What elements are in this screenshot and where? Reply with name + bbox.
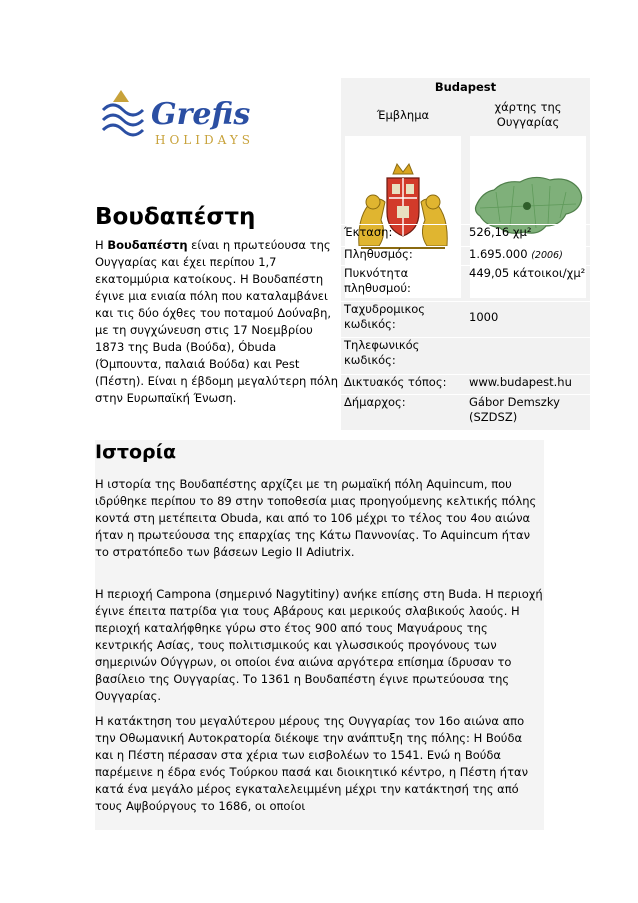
company-logo [95, 80, 265, 160]
infobox-row-phone-code: Τηλεφωνικός κωδικός: [341, 337, 590, 372]
logo-sub-text: HOLIDAYS [155, 133, 254, 147]
infobox-row-website: Δικτυακός τόπος: www.budapest.hu [341, 374, 590, 393]
infobox-header: Budapest [434, 80, 497, 94]
infobox-emblem-label: Έμβλημα [376, 107, 430, 122]
history-paragraph-3: Η κατάκτηση του μεγαλύτερου μέρους της Ουγγαρίας τον 16ο αιώνα απο την Οθωμανική Αυτοκρατορία διέκοψε την ανάπτυξη της πόλης: Η Βούδα και η Πέστη πέρασαν στα χέρια των εισβολέων το 1541. Ενώ η Βούδα παρέμεινε η έδρα ενός Τούρκου πασά και διοικητικό κέντρο, η Πέστη ήταν κατά ένα μεγάλο μέρος εγκαταλελειμμένη μέχρι την κατάκτησή της από τους Αψβούργους το 1686, οι οποίοι [95, 714, 528, 813]
history-paragraph-2: Η περιοχή Campona (σημερινό Nagytitiny) ανήκε επίσης στη Buda. Η περιοχή έγινε έπειτα πατρίδα για τους Αβάρους και μερικούς σλαβικούς λαούς. Η περιοχή καταλήφθηκε γύρω στο έτος 900 από τους Μαγυάρους της κεντρικής Ασίας, τους πολιτισμικούς και γλωσσικούς προγόνους των σημερινών Ούγγρων, οι οποίοι ένα αιώνα αργότερα επίσημα ίδρυσαν το βασίλειο της Ουγγαρίας. Το 1361 η Βουδαπέστη έγινε πρωτεύουσα της Ουγγαρίας. [95, 587, 543, 703]
history-heading: Ιστορία [95, 441, 177, 463]
history-paragraph-1: Η ιστορία της Βουδαπέστης αρχίζει με τη ρωμαϊκή πόλη Aquincum, που ιδρύθηκε περίπου το 89 στην τοποθεσία μιας προηγούμενης κελτικής πόλης κοντά στη μετέπειτα Obuda, και από το 106 μέχρι το τέλος του 4ου αιώνα ήταν η πρωτεύουσα της επαρχίας της Κάτω Παννονίας. Το Aquincum ήταν το στρατόπεδο των βάσεων Legio II Adiutrix. [95, 477, 537, 559]
infobox-row-density: Πυκνότητα πληθυσμού: 449,05 κάτοικοι/χμ² [341, 265, 590, 300]
page-title: Βουδαπέστη [95, 204, 256, 230]
intro-bold-name: Βουδαπέστη [107, 238, 188, 252]
infobox-row-postal-code: Ταχυδρομικος κωδικός: 1000 [341, 301, 590, 336]
infobox-row-mayor: Δήμαρχος: Gábor Demszky (SZDSZ) [341, 394, 590, 429]
logo-brand-text: Grefis [151, 97, 251, 132]
website-link[interactable]: www.budapest.hu [469, 375, 572, 389]
infobox [341, 78, 590, 430]
intro-paragraph: Η Βουδαπέστη είναι η πρωτεύουσα της Ουγγαρίας και έχει περίπου 1,7 εκατομμύρια κατοίκους. Η Βουδαπέστη έγινε μια ενιαία πόλη που καταλαμβάνει και τις δύο όχθες του ποταμού Δούναβη, με τη συγχώνευση στις 17 Νοεμβρίου 1873 της Buda (Βούδα), Óbuda (Όμπουντα, παλαιά Βούδα) και Pest (Πέστη). Είναι η έβδομη μεγαλύτερη πόλη στην Ευρωπαϊκή Ένωση. [95, 238, 339, 405]
infobox-row-population: Πληθυσμός: 1.695.000 (2006) [341, 246, 590, 265]
infobox-row-area: Έκταση: 526,16 χμ² [341, 224, 590, 243]
infobox-map-label: χάρτης της Ουγγαρίας [494, 100, 562, 129]
